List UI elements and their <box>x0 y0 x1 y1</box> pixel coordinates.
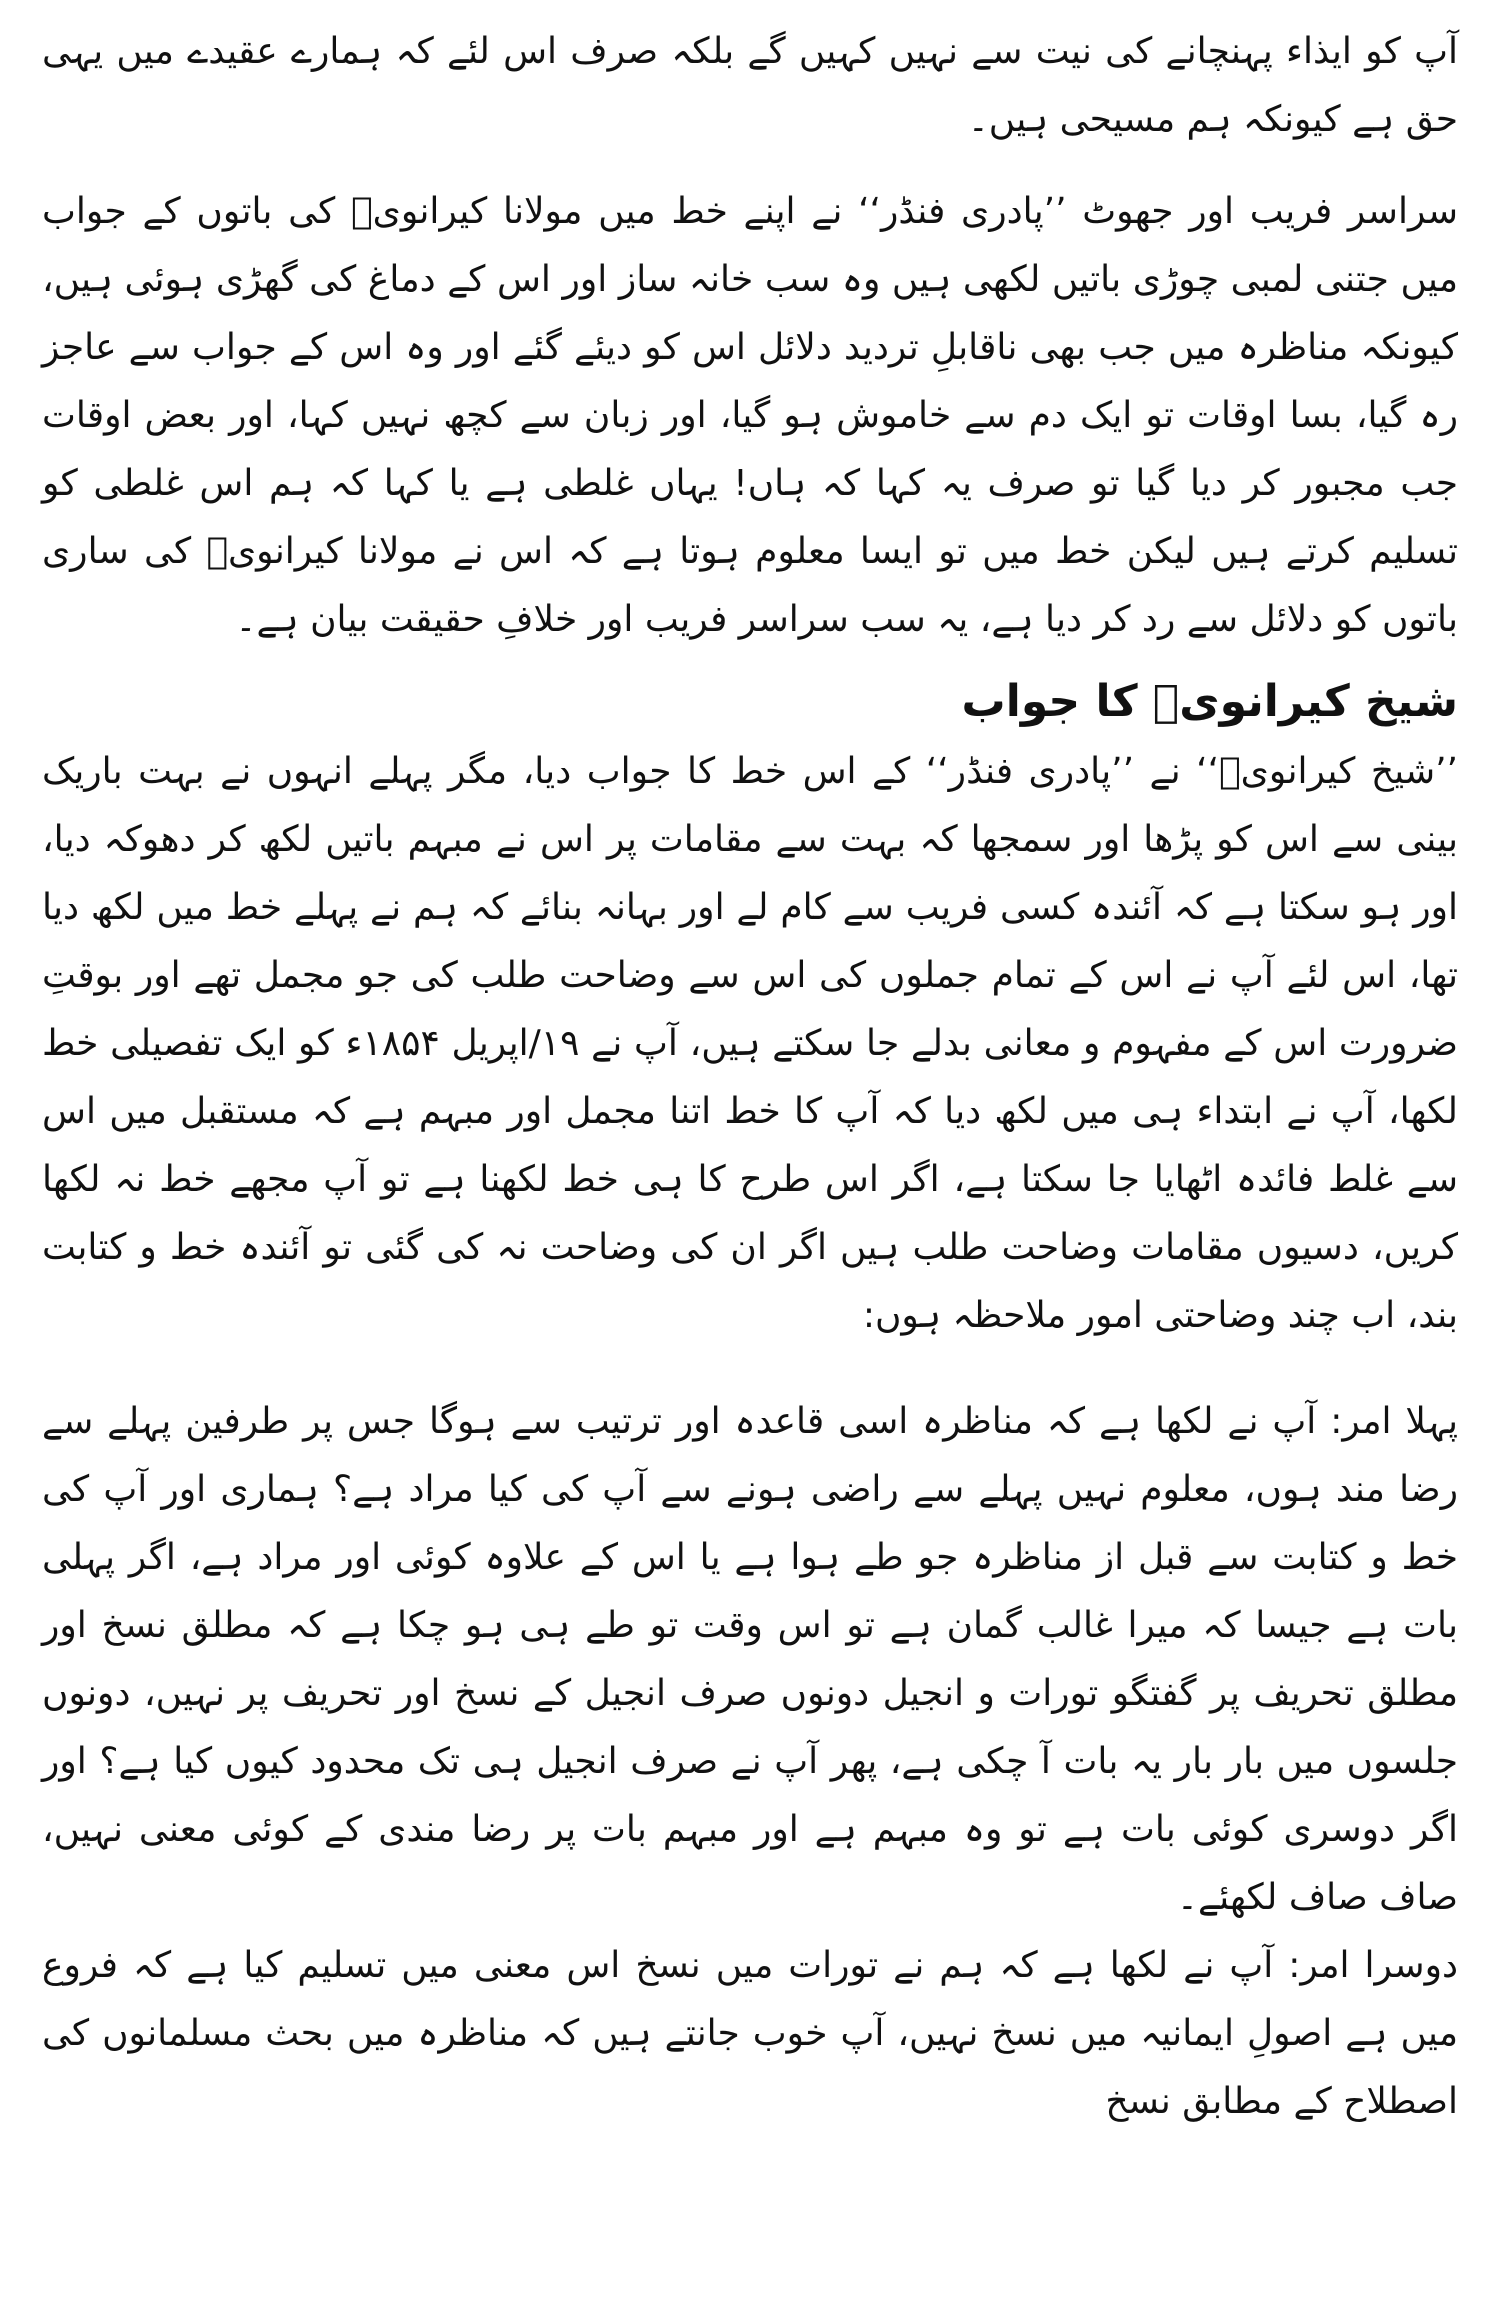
paragraph-fraud: سراسر فریب اور جھوٹ ’’پادری فنڈر‘‘ نے اپنے خط میں مولانا کیرانویؒ کی باتوں کے جواب میں جتنی لمبی چوڑی باتیں لکھی ہیں وہ سب خانہ ساز اور اس کے دماغ کی گھڑی ہوئی ہیں، کیونکہ مناظرہ میں جب بھی ناقابلِ تردید دلائل اس کو دیئے گئے اور وہ اس کے جواب سے عاجز رہ گیا، بسا اوقات تو ایک دم سے خاموش ہو گیا، اور زبان سے کچھ نہیں کہا، اور بعض اوقات جب مجبور کر دیا گیا تو صرف یہ کہا کہ ہاں! یہاں غلطی ہے یا کہا کہ ہم اس غلطی کو تسلیم کرتے ہیں لیکن خط میں تو ایسا معلوم ہوتا ہے کہ اس نے مولانا کیرانویؒ کی ساری باتوں کو دلائل سے رد کر دیا ہے، یہ سب سراسر فریب اور خلافِ حقیقت بیان ہے۔ <box>42 191 1458 640</box>
paragraph-first-point: پہلا امر: آپ نے لکھا ہے کہ مناظرہ اسی قاعدہ اور ترتیب سے ہوگا جس پر طرفین پہلے سے رضا مند ہوں، معلوم نہیں پہلے سے راضی ہونے سے آپ کی کیا مراد ہے؟ ہماری اور آپ کی خط و کتابت سے قبل از مناظرہ جو طے ہوا ہے یا اس کے علاوہ کوئی اور مراد ہے، اگر پہلی بات ہے جیسا کہ میرا غالب گمان ہے تو اس وقت تو طے ہی ہو چکا ہے کہ مطلق نسخ اور مطلق تحریف پر گفتگو تورات و انجیل دونوں صرف انجیل کے نسخ اور تحریف پر نہیں، دونوں جلسوں میں بار بار یہ بات آ چکی ہے، پھر آپ نے صرف انجیل ہی تک محدود کیوں کیا ہے؟ اور اگر دوسری کوئی بات ہے تو وہ مبہم ہے اور مبہم بات پر رضا مندی کے کوئی معنی نہیں، صاف صاف لکھئے۔ <box>42 1401 1458 1918</box>
paragraph-intro: آپ کو ایذاء پہنچانے کی نیت سے نہیں کہیں گے بلکہ صرف اس لئے کہ ہمارے عقیدے میں یہی حق ہے کیونکہ ہم مسیحی ہیں۔ <box>42 31 1458 140</box>
paragraph-second-point: دوسرا امر: آپ نے لکھا ہے کہ ہم نے تورات میں نسخ اس معنی میں تسلیم کیا ہے کہ فروع میں ہے اصولِ ایمانیہ میں نسخ نہیں، آپ خوب جانتے ہیں کہ مناظرہ میں بحث مسلمانوں کی اصطلاح کے مطابق نسخ <box>42 1945 1458 2122</box>
section-heading: شیخ کیرانویؒ کا جواب <box>961 676 1458 727</box>
paragraph-response: ’’شیخ کیرانویؒ‘‘ نے ’’پادری فنڈر‘‘ کے اس خط کا جواب دیا، مگر پہلے انہوں نے بہت باریک بینی سے اس کو پڑھا اور سمجھا کہ بہت سے مقامات پر اس نے مبہم باتیں لکھ کر دھوکہ دیا، اور ہو سکتا ہے کہ آئندہ کسی فریب سے کام لے اور بہانہ بنائے کہ ہم نے پہلے خط میں لکھ دیا تھا، اس لئے آپ نے اس کے تمام جملوں کی اس سے وضاحت طلب کی جو مجمل تھے اور بوقتِ ضرورت اس کے مفہوم و معانی بدلے جا سکتے ہیں، آپ نے ۱۹/اپریل ۱۸۵۴ء کو ایک تفصیلی خط لکھا، آپ نے ابتداء ہی میں لکھ دیا کہ آپ کا خط اتنا مجمل اور مبہم ہے کہ مستقبل میں اس سے غلط فائدہ اٹھایا جا سکتا ہے، اگر اس طرح کا ہی خط لکھنا ہے تو آپ مجھے خط نہ لکھا کریں، دسیوں مقامات وضاحت طلب ہیں اگر ان کی وضاحت نہ کی گئی تو آئندہ خط و کتابت بند، اب چند وضاحتی امور ملاحظہ ہوں: <box>42 751 1458 1336</box>
